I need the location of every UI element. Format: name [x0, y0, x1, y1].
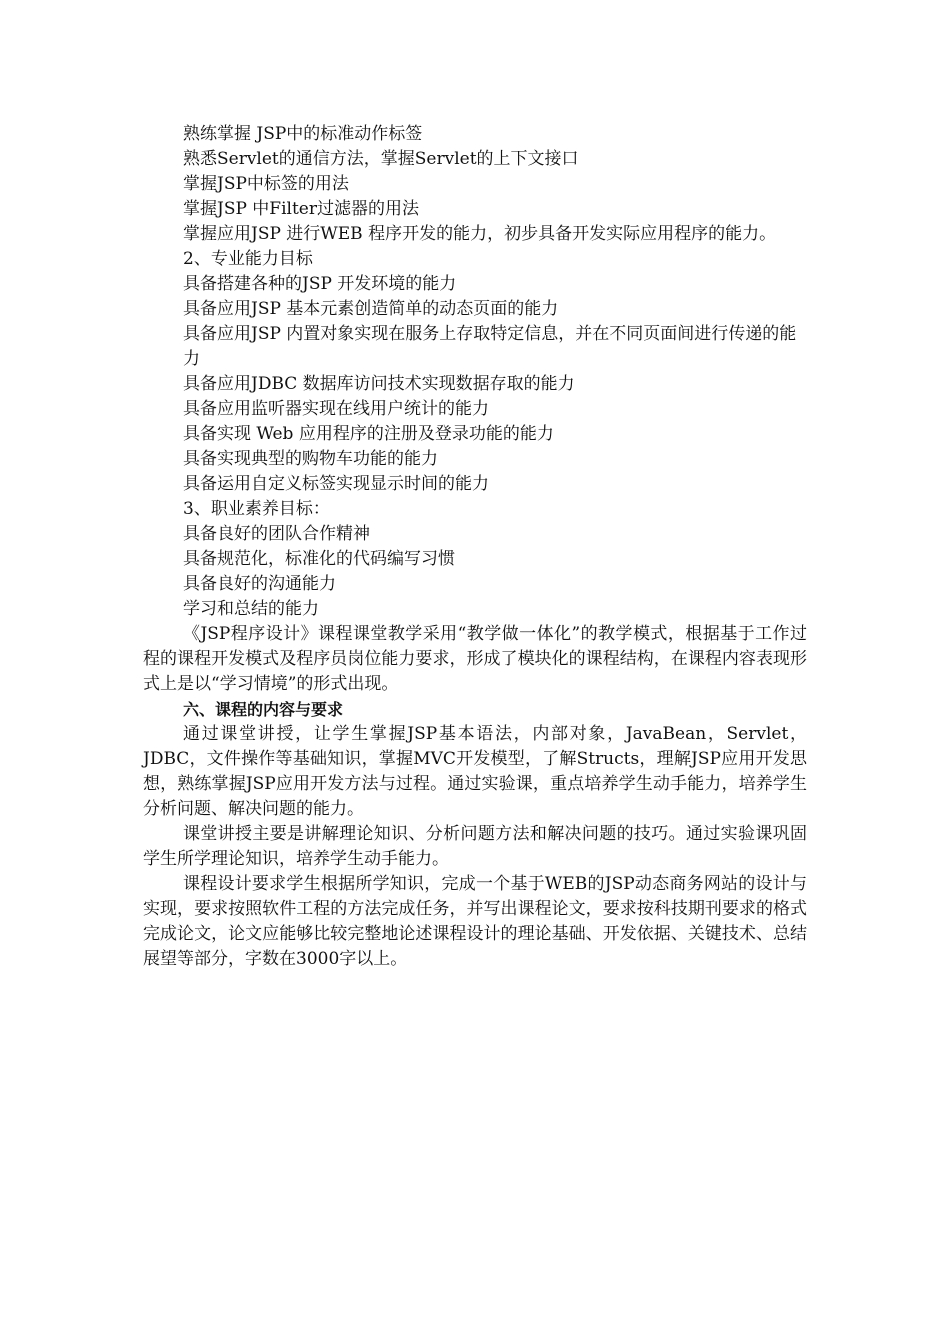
paragraph-ability: 掌握应用JSP 进行WEB 程序开发的能力，初步具备开发实际应用程序的能力。 [183, 224, 777, 244]
text-line: 熟悉Servlet的通信方法，掌握Servlet的上下文接口 [183, 149, 579, 169]
paragraph-course-mode: 《JSP程序设计》课程课堂教学采用“教学做一体化”的教学模式，根据基于工作过程的课程开发模式及程序员岗位能力要求，形成了模块化的课程结构，在课程内容表现形式上是以“学习情境”的形式出现。 [143, 624, 807, 694]
section-heading-content-requirements: 六、课程的内容与要求 [183, 700, 344, 719]
list-item: 具备应用JDBC 数据库访问技术实现数据存取的能力 [183, 374, 575, 394]
list-item: 具备搭建各种的JSP 开发环境的能力 [183, 274, 457, 294]
text-line: 掌握JSP中标签的用法 [183, 174, 349, 194]
text-line: 熟练掌握 JSP中的标准动作标签 [183, 124, 423, 144]
list-item: 学习和总结的能力 [183, 599, 319, 619]
list-item: 具备运用自定义标签实现显示时间的能力 [183, 474, 489, 494]
section-title-professional-quality: 3、职业素养目标： [183, 499, 330, 519]
list-item: 具备规范化，标准化的代码编写习惯 [183, 549, 455, 569]
text-line: 掌握JSP 中Filter过滤器的用法 [183, 199, 419, 219]
list-item: 具备实现 Web 应用程序的注册及登录功能的能力 [183, 424, 554, 444]
list-item: 具备应用JSP 基本元素创造简单的动态页面的能力 [183, 299, 559, 319]
list-item: 具备应用监听器实现在线用户统计的能力 [183, 399, 489, 419]
document-body [143, 122, 807, 972]
list-item: 具备应用JSP 内置对象实现在服务上存取特定信息，并在不同页面间进行传递的能力 [183, 324, 797, 369]
paragraph-lecture: 通过课堂讲授，让学生掌握JSP基本语法，内部对象，JavaBean，Servlet，JDBC，文件操作等基础知识，掌握MVC开发模型，了解Structs，理解JSP应用开发思想，熟练掌握JSP应用开发方法与过程。通过实验课，重点培养学生动手能力，培养学生分析问题、解决问题的能力。 [143, 724, 807, 819]
list-item: 具备实现典型的购物车功能的能力 [183, 449, 438, 469]
list-item: 具备良好的沟通能力 [183, 574, 336, 594]
list-item: 具备良好的团队合作精神 [183, 524, 370, 544]
paragraph-course-design: 课程设计要求学生根据所学知识，完成一个基于WEB的JSP动态商务网站的设计与实现，要求按照软件工程的方法完成任务，并写出课程论文，要求按科技期刊要求的格式完成论文，论文应能够比较完整地论述课程设计的理论基础、开发依据、关键技术、总结展望等部分，字数在3000字以上。 [143, 874, 807, 969]
section-title-professional-ability: 2、专业能力目标 [183, 249, 313, 269]
paragraph-teaching: 课堂讲授主要是讲解理论知识、分析问题方法和解决问题的技巧。通过实验课巩固学生所学理论知识，培养学生动手能力。 [143, 824, 807, 869]
